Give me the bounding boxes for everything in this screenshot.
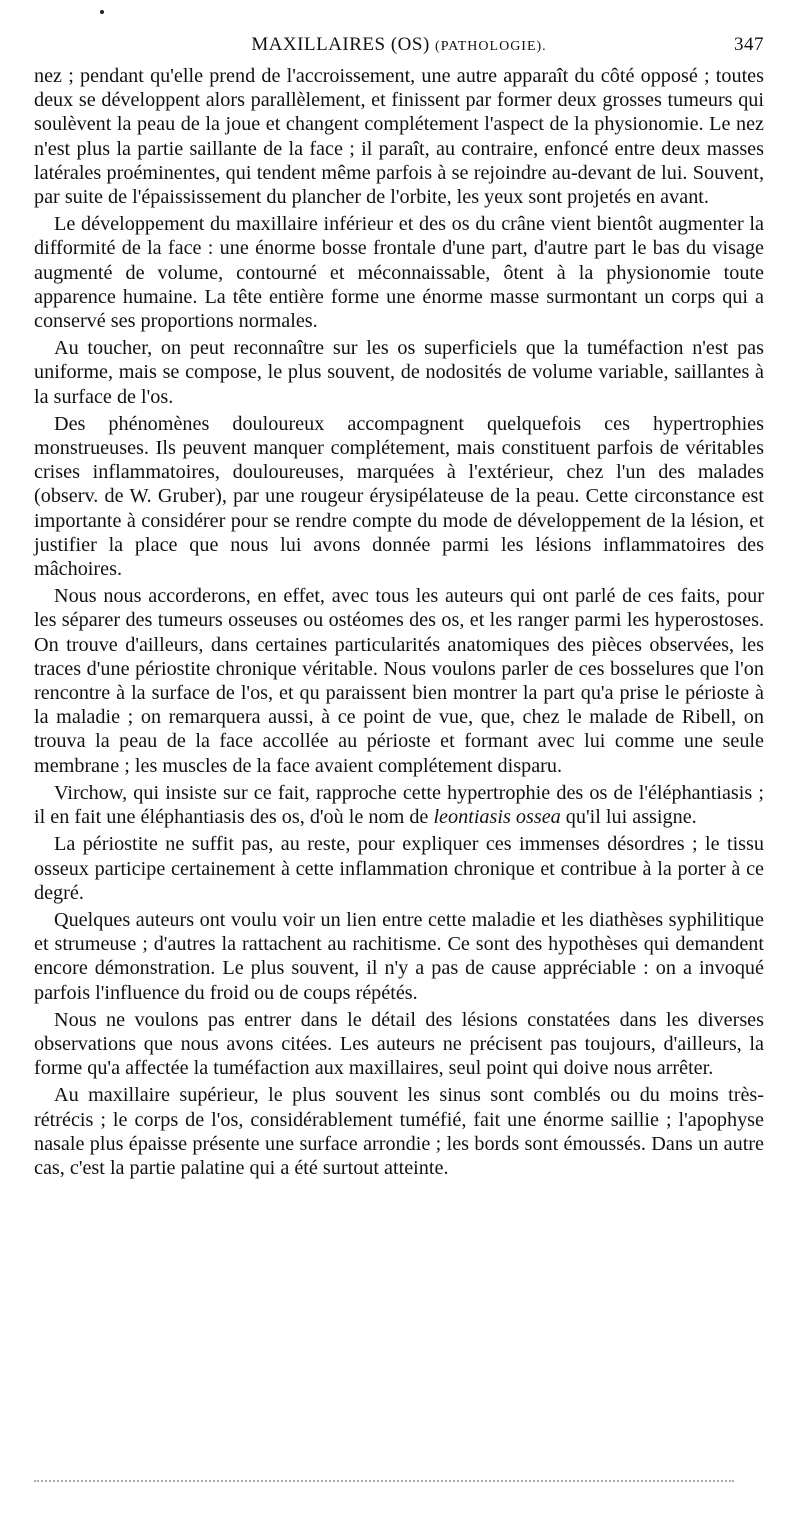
paragraph-5: Nous nous accorderons, en effet, avec tous les auteurs qui ont parlé de ces faits, pour les séparer des tumeurs osseuses ou ostéomes des os, et les ranger parmi les hyperostoses. On trouve d'ailleurs, dans certaines particularités anatomiques des pièces observées, les traces d'une périostite chronique véritable. Nous voulons parler de ces bosselures que l'on rencontre à la surface de l'os, et qu paraissent bien montrer la part qu'a prise le périoste à la maladie ; on remarquera aussi, à ce point de vue, que, chez le malade de Ribell, on trouva la peau de la face accollée au périoste et formant avec lui comme une seule membrane ; les muscles de la face avaient complétement disparu. [34, 585, 764, 777]
header-title: MAXILLAIRES (OS) [251, 34, 430, 55]
paragraph-10: Au maxillaire supérieur, le plus souvent les sinus sont comblés ou du moins très-rétrécis ; le corps de l'os, considérablement tuméfié, fait une énorme saillie ; l'apophyse nasale plus épaisse présente une surface arrondie ; les bords sont émoussés. Dans un autre cas, c'est la partie palatine qui a été surtout atteinte. [34, 1084, 764, 1179]
bottom-bleedthrough-line [34, 1480, 734, 1482]
print-speck [100, 10, 104, 14]
paragraph-3: Au toucher, on peut reconnaître sur les os superficiels que la tuméfaction n'est pas uniforme, mais se compose, le plus souvent, de nodosités de volume variable, saillantes à la surface de l'os. [34, 337, 764, 408]
page-number: 347 [734, 34, 764, 55]
paragraph-1: nez ; pendant qu'elle prend de l'accroissement, une autre apparaît du côté opposé ; toutes deux se développent alors parallèlement, et finissent par former deux grosses tumeurs qui soulèvent la peau de la joue et changent complétement l'aspect de la physionomie. Le nez n'est plus la partie saillante de la face ; il paraît, au contraire, enfoncé entre deux masses latérales proéminentes, qui tendent même parfois à se rejoindre au-devant de lui. Souvent, par suite de l'épaississement du plancher de l'orbite, les yeux sont projetés en avant. [34, 65, 764, 209]
paragraph-7: La périostite ne suffit pas, au reste, pour expliquer ces immenses désordres ; le tissu osseux participe certainement à cette inflammation chronique et contribue à la porter à ce degré. [34, 833, 764, 904]
header-section: (PATHOLOGIE). [435, 39, 547, 54]
italic-term: leontiasis ossea [433, 806, 561, 829]
paragraph-6-start: Virchow, qui insiste sur ce fait, rapproche cette hypertrophie des os de l'éléphantiasis ; il en fait une éléphantiasis des os, d'où le nom de [34, 781, 764, 829]
body-text [34, 64, 764, 1183]
running-title [34, 34, 764, 56]
paragraph-4: Des phénomènes douloureux accompagnent quelquefois ces hypertrophies monstrueuses. Ils peuvent manquer complétement, mais constituent parfois de véritables crises inflammatoires, douloureuses, marquées à l'extérieur, chez l'un des malades (observ. de W. Gruber), par une rougeur érysipélateuse de la peau. Cette circonstance est importante à considérer pour se rendre compte du mode de développement de la lésion, et justifier la place que nous lui avons donnée parmi les lésions inflammatoires des mâchoires. [34, 412, 764, 581]
paragraph-6 [34, 781, 764, 829]
paragraph-8: Quelques auteurs ont voulu voir un lien entre cette maladie et les diathèses syphilitique et strumeuse ; d'autres la rattachent au rachitisme. Ce sont des hypothèses qui demandent encore démonstration. Le plus souvent, il n'y a pas de cause appréciable : on a invoqué parfois l'influence du froid ou de coups répétés. [34, 908, 764, 1004]
paragraph-9: Nous ne voulons pas entrer dans le détail des lésions constatées dans les diverses observations que nous avons citées. Les auteurs ne précisent pas toujours, d'ailleurs, la forme qu'a affectée la tuméfaction aux maxillaires, seul point qui doive nous arrêter. [34, 1008, 764, 1080]
paragraph-2: Le développement du maxillaire inférieur et des os du crâne vient bientôt augmenter la difformité de la face : une énorme bosse frontale d'une part, d'autre part le bas du visage augmenté de volume, contourné et méconnaissable, ôtent à la physionomie toute apparence humaine. La tête entière forme une énorme masse surmontant un corps qui a conservé ses proportions normales. [34, 213, 764, 333]
paragraph-6-end: qu'il lui assigne. [560, 806, 697, 829]
running-header [34, 28, 764, 60]
